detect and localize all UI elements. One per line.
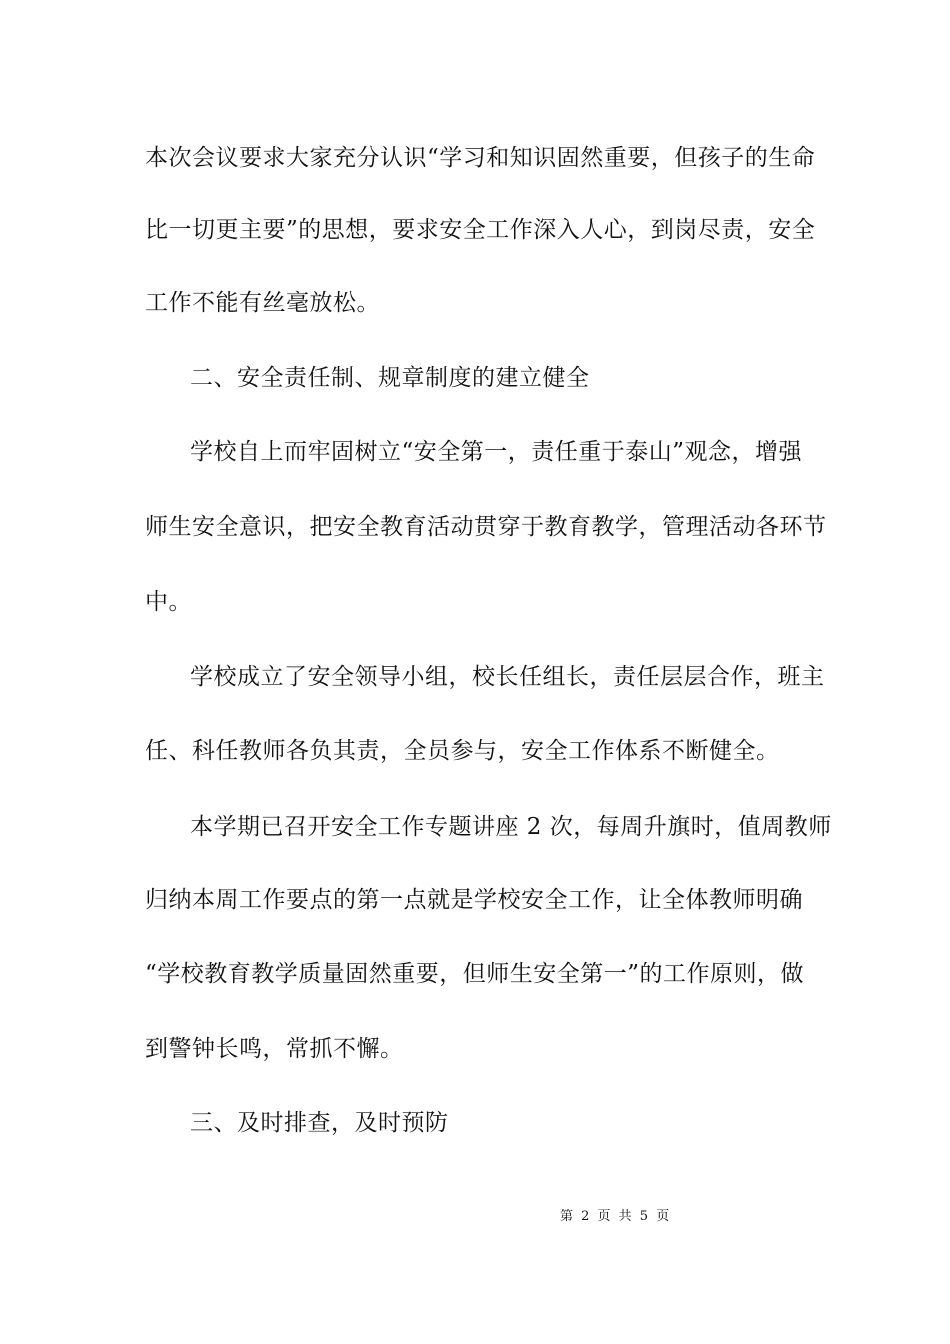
paragraph-line: 工作不能有丝毫放松。 xyxy=(145,290,380,316)
paragraph-line: 本次会议要求大家充分认识“学习和知识固然重要，但孩子的生命 xyxy=(145,145,816,171)
paragraph-line: 师生安全意识，把安全教育活动贯穿于教育教学，管理活动各环节 xyxy=(145,514,827,540)
paragraph-line: 到警钟长鸣，常抓不懈。 xyxy=(145,1036,404,1062)
paragraph-line: “学校教育教学质量固然重要，但师生安全第一”的工作原则，做 xyxy=(145,961,805,987)
paragraph-line: 归纳本周工作要点的第一点就是学校安全工作，让全体教师明确 xyxy=(145,887,803,913)
paragraph-line: 学校成立了安全领导小组，校长任组长，责任层层合作，班主 xyxy=(190,664,825,690)
paragraph-line: 比一切更主要”的思想，要求安全工作深入人心，到岗尽责，安全 xyxy=(145,217,816,243)
page-number: 第 2 页 共 5 页 xyxy=(560,1209,672,1224)
section-heading: 三、及时排查，及时预防 xyxy=(190,1110,449,1136)
paragraph-line: 任、科任教师各负其责，全员参与，安全工作体系不断健全。 xyxy=(145,738,780,764)
paragraph-line: 本学期已召开安全工作专题讲座 2 次，每周升旗时，值周教师 xyxy=(190,814,832,840)
paragraph-line: 学校自上而牢固树立“安全第一，责任重于泰山”观念，增强 xyxy=(190,439,803,465)
paragraph-line: 中。 xyxy=(145,589,192,615)
section-heading: 二、安全责任制、规章制度的建立健全 xyxy=(190,365,590,391)
